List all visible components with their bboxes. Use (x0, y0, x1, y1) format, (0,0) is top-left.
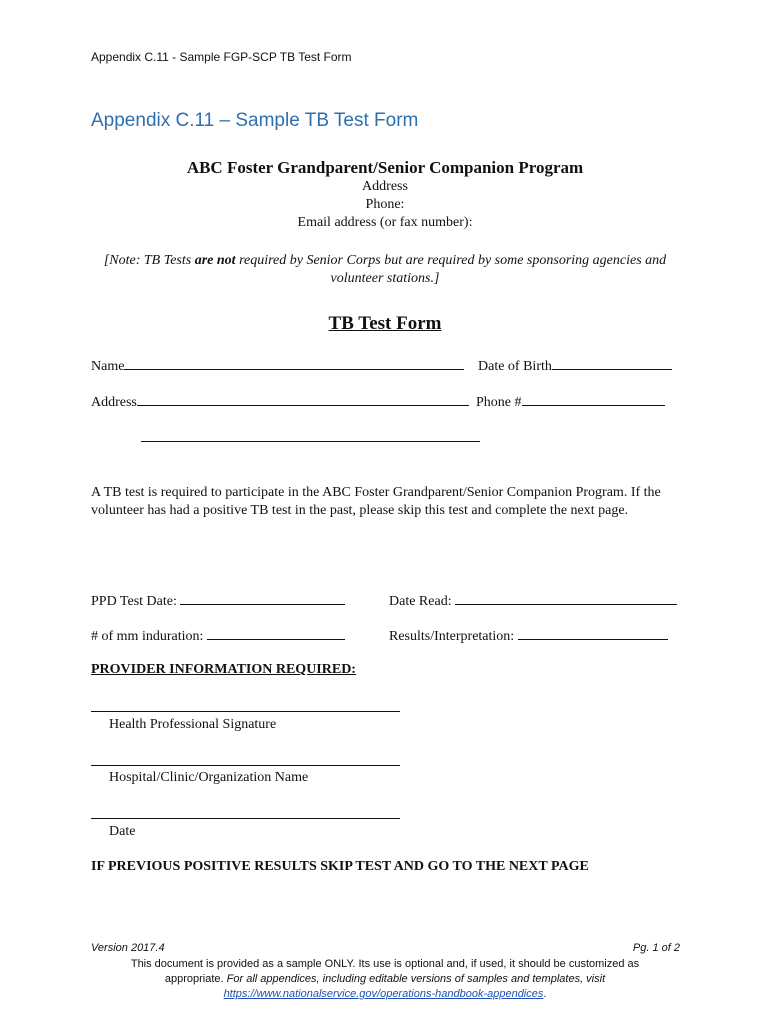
signature-label: Health Professional Signature (109, 717, 277, 732)
ppd-date-field[interactable] (91, 592, 345, 610)
footer-line-2 (0, 972, 770, 987)
program-phone: Phone: (365, 197, 405, 212)
form-title: TB Test Form (328, 313, 442, 334)
results-label: Results/Interpretation: (389, 629, 515, 644)
induration-label: # of mm induration: (91, 629, 204, 644)
footer-page: Pg. 1 of 2 (632, 942, 680, 954)
footer-line-2-plain: appropriate. (164, 973, 227, 985)
ppd-date-label: PPD Test Date: (91, 594, 177, 609)
note (80, 252, 690, 288)
date-read-blank[interactable] (455, 592, 677, 605)
results-field[interactable] (389, 627, 668, 645)
address-line-2[interactable] (141, 441, 480, 442)
address-field[interactable] (91, 393, 469, 411)
address-label: Address (91, 395, 137, 410)
name-label: Name (91, 359, 125, 374)
ppd-date-blank[interactable] (180, 592, 345, 605)
phone-label: Phone # (476, 395, 522, 410)
page-header: Appendix C.11 - Sample FGP-SCP TB Test Form (91, 50, 352, 64)
instructions-paragraph: A TB test is required to participate in the ABC Foster Grandparent/Senior Companion Program. If the volunteer has had a positive TB test in the past, please skip this test and complete the next page. (91, 485, 661, 518)
dob-blank[interactable] (552, 357, 672, 370)
footer-line-2-italic: For all appendices, including editable versions of samples and templates, visit (226, 973, 606, 985)
induration-blank[interactable] (207, 627, 345, 640)
phone-blank[interactable] (522, 393, 665, 406)
date-label: Date (109, 824, 136, 839)
program-address: Address (362, 179, 408, 194)
dob-label: Date of Birth (478, 359, 552, 374)
phone-field[interactable] (476, 393, 665, 411)
signature-line[interactable] (91, 711, 400, 712)
name-blank[interactable] (124, 357, 464, 370)
handbook-link[interactable]: https://www.nationalservice.gov/operations-handbook-appendices (223, 988, 544, 1000)
induration-field[interactable] (91, 627, 345, 645)
footer-version: Version 2017.4 (91, 942, 165, 954)
note-emphasis: are not (194, 253, 236, 268)
organization-label: Hospital/Clinic/Organization Name (109, 770, 309, 785)
appendix-title: Appendix C.11 – Sample TB Test Form (91, 110, 419, 131)
footer-link-suffix: . (543, 988, 547, 1000)
provider-heading: PROVIDER INFORMATION REQUIRED: (91, 662, 356, 677)
date-read-label: Date Read: (389, 594, 452, 609)
footer-line-1: This document is provided as a sample ONLY. Its use is optional and, if used, it should be customized as (130, 958, 640, 970)
dob-field[interactable] (478, 357, 672, 375)
date-read-field[interactable] (389, 592, 677, 610)
address-blank[interactable] (137, 393, 469, 406)
skip-notice: IF PREVIOUS POSITIVE RESULTS SKIP TEST AND GO TO THE NEXT PAGE (91, 859, 589, 874)
note-suffix: required by Senior Corps but are required by some sponsoring agencies and volunteer stations.] (235, 253, 667, 286)
results-blank[interactable] (518, 627, 668, 640)
footer-line-3 (0, 987, 770, 1002)
name-field[interactable] (91, 357, 464, 375)
date-line[interactable] (91, 818, 400, 819)
program-title: ABC Foster Grandparent/Senior Companion Program (186, 158, 584, 177)
note-prefix: [Note: TB Tests (103, 253, 195, 268)
program-email: Email address (or fax number): (297, 215, 473, 230)
organization-line[interactable] (91, 765, 400, 766)
